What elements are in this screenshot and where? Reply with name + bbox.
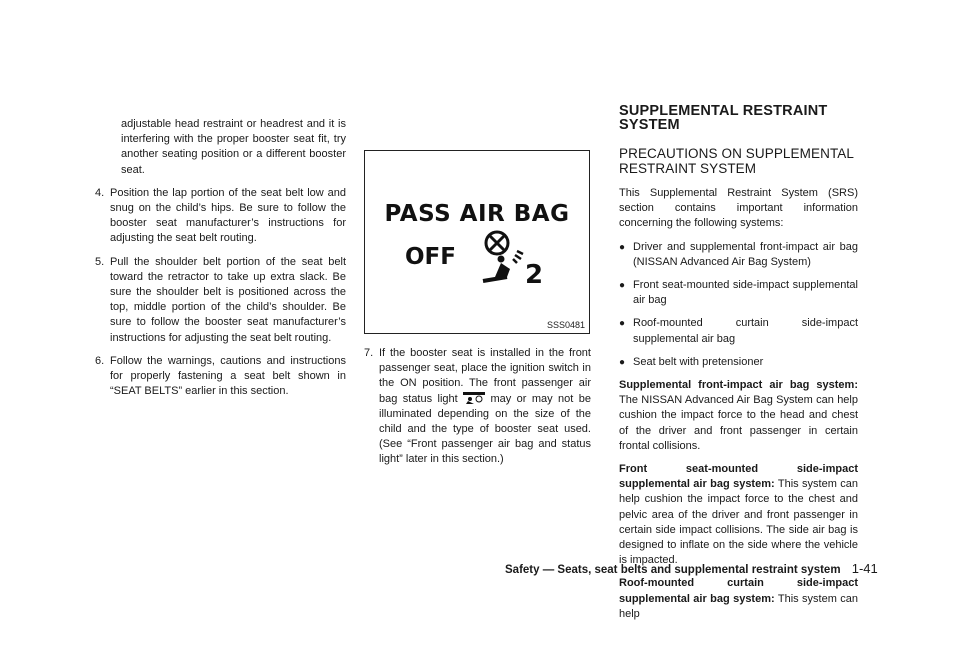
- item-number: 5.: [95, 255, 105, 268]
- passenger-airbag-status-icon: [463, 392, 485, 404]
- bullet-icon: ●: [619, 241, 626, 253]
- bullet-text: Roof-mounted curtain side-impact supplemental air bag: [633, 317, 858, 345]
- figure-title: PASS AIR BAG: [384, 201, 570, 227]
- paragraph-lead: Roof-mounted curtain side-impact supplemental air bag system:: [619, 577, 858, 605]
- figure-off-label: OFF: [405, 244, 456, 270]
- list-item: [364, 346, 591, 468]
- item-text: Pull the shoulder belt portion of the seat belt toward the retractor to take up extra slack. Be sure the shoulder belt is positioned across the top, middle portion of the child’s shoulder. Be sure to follow the booster seat manufacturer’s instructions for adjusting the seat belt routing.: [110, 255, 346, 344]
- paragraph-body: This system can help cushion the impact force to the chest and pelvic area of the driver and front passenger in certain side impact collisions. The side air bag is designed to inflate on the side where the vehicle is impacted.: [619, 478, 859, 567]
- bullet-text: Seat belt with pretensioner: [633, 355, 764, 368]
- bullet-item: [619, 278, 858, 308]
- right-column: [619, 146, 858, 622]
- bullet-icon: ●: [619, 318, 626, 330]
- item-number: 7.: [364, 347, 374, 359]
- section-heading: SUPPLEMENTAL RESTRAINT SYSTEM: [619, 103, 828, 133]
- continued-paragraph: adjustable head restraint or headrest and it is interfering with the proper booster seat fit, try another seating position or a different booster seat.: [121, 118, 346, 176]
- item-text: Position the lap portion of the seat belt low and snug on the child’s hips. Be sure to follow the booster seat manufacturer’s instructions for adjusting the seat belt routing.: [110, 186, 346, 245]
- page-footer: [505, 561, 878, 576]
- paragraph-lead: Supplemental front-impact air bag system:: [619, 379, 858, 392]
- bullet-text: Driver and supplemental front-impact air bag (NISSAN Advanced Air Bag System): [633, 240, 858, 268]
- paragraph-lead: Front seat-mounted side-impact supplemental air bag system:: [619, 463, 858, 491]
- intro-paragraph: This Supplemental Restraint System (SRS) section contains important information concerning the following systems:: [619, 187, 858, 230]
- bullet-icon: ●: [619, 356, 626, 368]
- list-item: [95, 354, 346, 400]
- page-number: 1-41: [851, 561, 878, 576]
- bullet-item: [619, 240, 858, 270]
- paragraph-side-impact: [619, 462, 858, 568]
- footer-section-title: Safety — Seats, seat belts and supplemental restraint system: [505, 564, 841, 576]
- icon-digit: 2: [525, 260, 544, 289]
- item-text: Follow the warnings, cautions and instructions for properly fastening a seat belt shown in “SEAT BELTS” earlier in this section.: [110, 354, 346, 398]
- middle-column: [364, 346, 591, 476]
- airbag-status-figure: [364, 150, 590, 334]
- paragraph-front-impact: [619, 378, 858, 454]
- list-item: [95, 255, 346, 346]
- figure-code: SSS0481: [546, 320, 585, 330]
- paragraph-curtain: [619, 576, 858, 622]
- bullet-text: Front seat-mounted side-impact supplemental air bag: [633, 279, 858, 307]
- bullet-icon: ●: [619, 280, 626, 292]
- passenger-airbag-icon: [479, 229, 549, 289]
- subsection-heading: PRECAUTIONS ON SUPPLEMENTAL RESTRAINT SYSTEM: [619, 146, 854, 176]
- item-text-before: If the booster seat is installed in the front passenger seat, place the ignition switch in the ON position. The front passenger air bag status light: [379, 347, 591, 405]
- item-text: [379, 346, 591, 468]
- bullet-item: [619, 355, 858, 370]
- item-number: 4.: [95, 186, 105, 199]
- list-item: [95, 186, 346, 247]
- left-column: [95, 117, 346, 407]
- paragraph-body: The NISSAN Advanced Air Bag System can help cushion the impact force to the head and chest of the driver and front passenger in certain frontal collisions.: [619, 394, 858, 452]
- bullet-item: [619, 316, 858, 346]
- item-number: 6.: [95, 354, 105, 367]
- item-text-after: may or may not be illuminated depending on the size of the child and the type of booster seat used. (See “Front passenger air bag and status light” later in this section.): [379, 392, 591, 466]
- paragraph-body: This system can help: [619, 592, 859, 620]
